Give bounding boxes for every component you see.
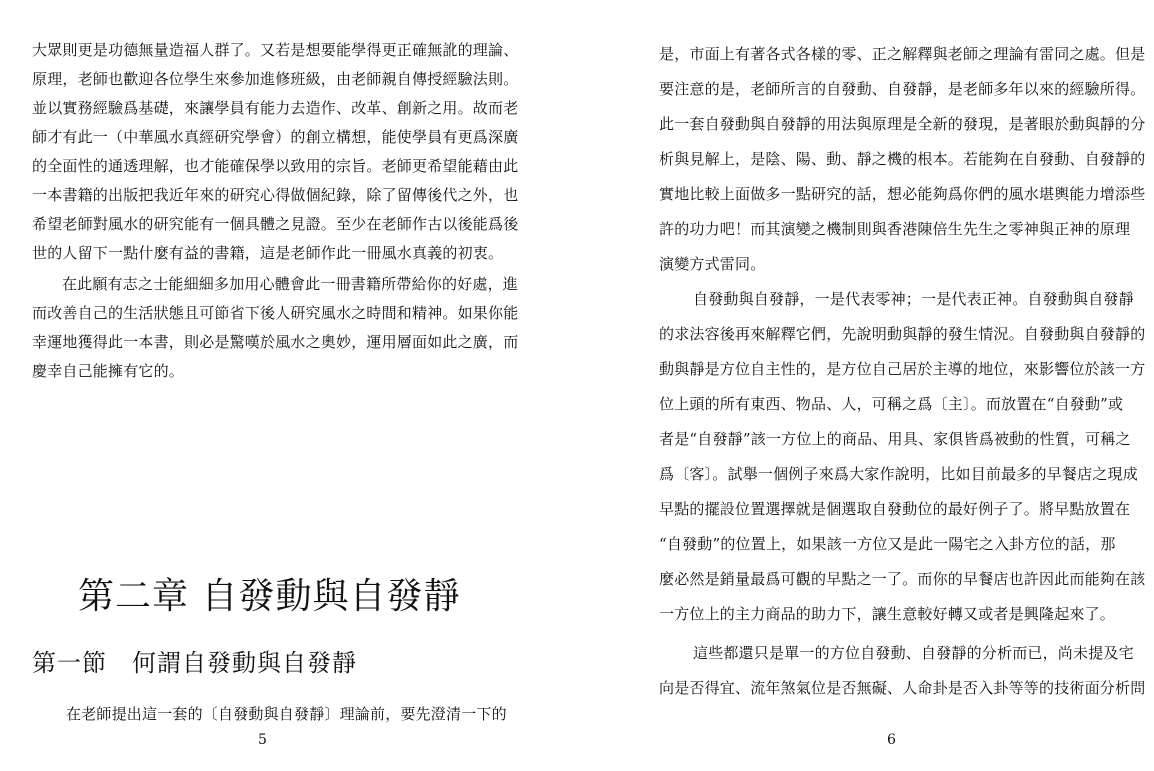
- text-line: 演變方式雷同。: [659, 255, 766, 273]
- text-line: 麼必然是銷量最爲可觀的早點之一了。而你的早餐店也許因此而能夠在該: [659, 570, 1146, 588]
- text-line: 自發動與自發靜，一是代表零神；一是代表正神。自發動與自發靜: [693, 290, 1134, 308]
- text-line: 是，市面上有著各式各樣的零、正之解釋與老師之理論有雷同之處。但是: [659, 45, 1146, 63]
- text-line: 世的人留下一點什麼有益的書籍，這是老師作此一冊風水真義的初衷。: [32, 244, 504, 262]
- text-line: 實地比較上面做多一點研究的話，想必能夠爲你們的風水堪輿能力增添些: [659, 185, 1146, 203]
- text-line: 並以實務經驗爲基礎，來讓學員有能力去造作、改革、創新之用。故而老: [32, 99, 519, 117]
- text-line: 析與見解上，是陰、陽、動、靜之機的根本。若能夠在自發動、自發靜的: [659, 150, 1146, 168]
- text-line: 在此願有志之士能細細多加用心體會此一冊書籍所帶給你的好處，進: [62, 275, 519, 293]
- text-line: 的全面性的通透理解，也才能確保學以致用的宗旨。老師更希望能藉由此: [32, 157, 519, 175]
- text-line: 幸運地獲得此一本書，則必是驚嘆於風水之奧妙，運用層面如此之廣，而: [32, 333, 519, 351]
- right-page: [577, 0, 1154, 771]
- text-line: 向是否得宜、流年煞氣位是否無礙、人命卦是否入卦等等的技術面分析問: [659, 679, 1146, 697]
- text-line: 這些都還只是單一的方位自發動、自發靜的分析而已，尚未提及宅: [693, 644, 1134, 662]
- text-line: 此一套自發動與自發靜的用法與原理是全新的發現，是著眼於動與靜的分: [659, 115, 1146, 133]
- text-line: 一本書籍的出版把我近年來的研究心得做個紀錄，除了留傳後代之外，也: [32, 186, 519, 204]
- page-number: 5: [258, 732, 267, 748]
- section-title: 第一節 何謂自發動與自發靜: [32, 649, 357, 677]
- text-line: 者是“自發靜”該一方位上的商品、用具、家俱皆爲被動的性質，可稱之: [659, 430, 1131, 448]
- text-line: 原理，老師也歡迎各位學生來參加進修班級，由老師親自傳授經驗法則。: [32, 70, 519, 88]
- text-line: 在老師提出這一套的〔自發動與自發靜〕理論前，要先澄清一下的: [66, 705, 507, 723]
- text-line: 師才有此一（中華風水真經研究學會）的創立構想，能使學員有更爲深廣: [32, 128, 519, 146]
- text-line: 的求法容後再來解釋它們，先說明動與靜的發生情況。自發動與自發靜的: [659, 325, 1146, 343]
- text-line: 慶幸自己能擁有它的。: [32, 362, 185, 380]
- chapter-title: 第二章 自發動與自發靜: [78, 576, 461, 617]
- text-line: 一方位上的主力商品的助力下，讓生意較好轉又或者是興隆起來了。: [659, 605, 1116, 623]
- text-line: 位上頭的所有東西、物品、人，可稱之爲〔主〕。而放置在“自發動”或: [659, 395, 1124, 413]
- text-line: “自發動”的位置上，如果該一方位又是此一陽宅之入卦方位的話，那: [659, 535, 1116, 553]
- text-line: 許的功力吧！而其演變之機制則與香港陳倍生先生之零神與正神的原理: [659, 220, 1131, 238]
- text-line: 而改善自己的生活狀態且可節省下後人研究風水之時間和精神。如果你能: [32, 304, 519, 322]
- text-line: 要注意的是，老師所言的自發動、自發靜，是老師多年以來的經驗所得。: [659, 80, 1146, 98]
- text-line: 早點的擺設位置選擇就是個選取自發動位的最好例子了。將早點放置在: [659, 500, 1131, 518]
- text-line: 希望老師對風水的研究能有一個具體之見證。至少在老師作古以後能爲後: [32, 215, 519, 233]
- text-line: 大眾則更是功德無量造福人群了。又若是想要能學得更正確無訛的理論、: [32, 41, 519, 59]
- text-line: 動與靜是方位自主性的，是方位自己居於主導的地位，來影響位於該一方: [659, 360, 1146, 378]
- text-line: 爲〔客〕。試舉一個例子來爲大家作說明，比如目前最多的早餐店之現成: [659, 465, 1138, 483]
- page-number: 6: [887, 732, 896, 748]
